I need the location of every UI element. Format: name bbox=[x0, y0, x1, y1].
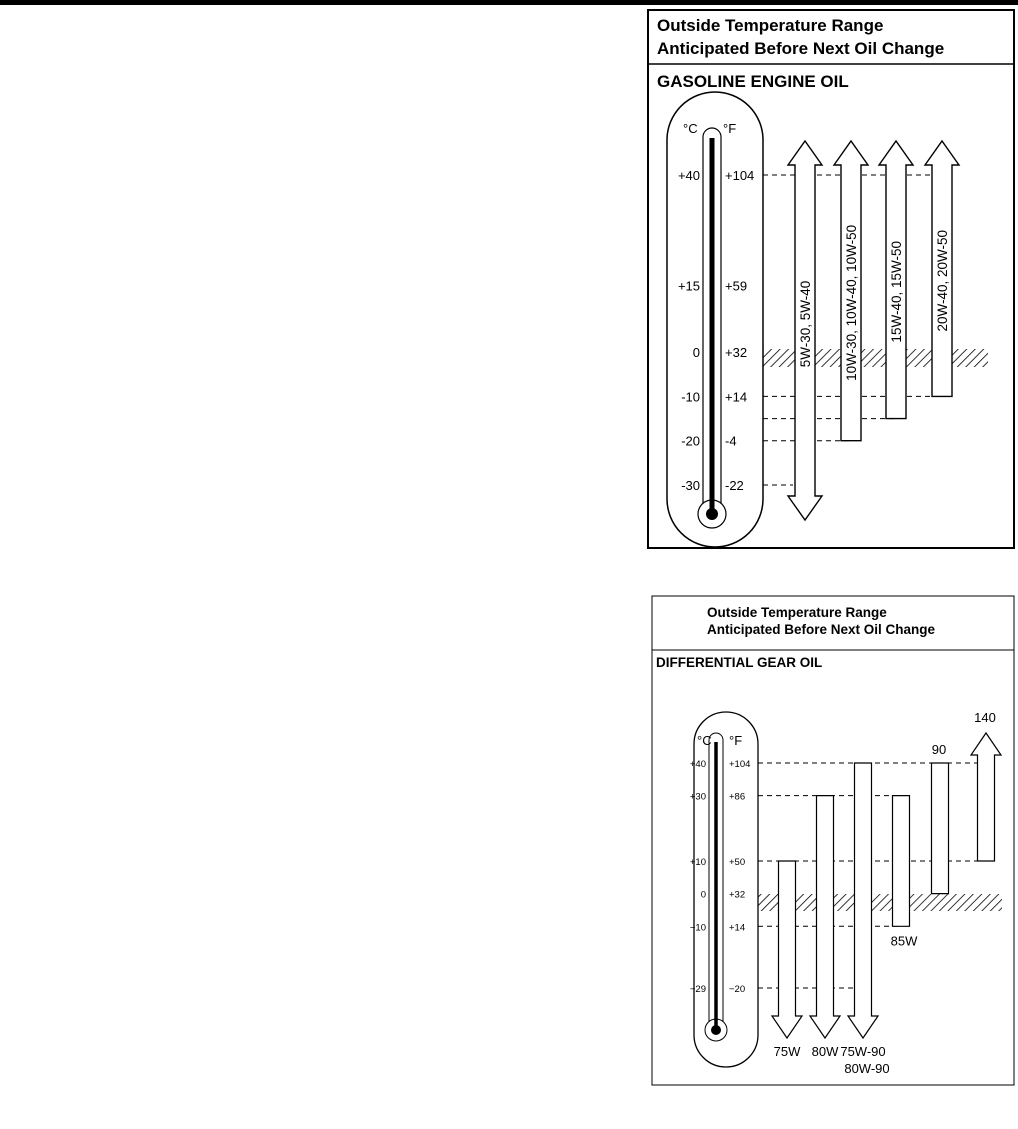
gear-tick-c: +40 bbox=[689, 759, 706, 770]
gear-tick-f: −20 bbox=[729, 984, 746, 995]
gear-tick-f: +14 bbox=[729, 922, 746, 934]
gear-tick-c: 0 bbox=[700, 889, 706, 901]
engine-tick-c: 0 bbox=[692, 345, 700, 361]
engine-grade-label: 20W-40, 20W-50 bbox=[935, 229, 950, 332]
gear-tick-c: −10 bbox=[689, 922, 706, 934]
engine-grade-label: 5W-30, 5W-40 bbox=[798, 280, 813, 368]
gear-tick-c: +10 bbox=[689, 856, 706, 868]
gear-tick-c: −29 bbox=[689, 984, 706, 995]
gear-grade-label: 90 bbox=[931, 742, 947, 757]
gear-grade-arrow bbox=[810, 796, 840, 1038]
engine-oil-panel bbox=[648, 10, 1014, 548]
engine-tick-f: -4 bbox=[725, 433, 737, 449]
engine-tick-c: -20 bbox=[681, 433, 700, 449]
engine-header-line1: Outside Temperature Range bbox=[657, 16, 884, 35]
gear-grade-label-2: 80W-90 bbox=[844, 1061, 890, 1076]
gear-grade-arrows bbox=[772, 710, 1001, 1076]
gear-tick-f: +104 bbox=[729, 759, 751, 770]
engine-tick-c: +15 bbox=[677, 278, 700, 294]
gear-tick-f: +86 bbox=[729, 791, 746, 803]
engine-title: GASOLINE ENGINE OIL bbox=[657, 72, 849, 91]
gear-title: DIFFERENTIAL GEAR OIL bbox=[656, 655, 823, 670]
engine-tick-c: +40 bbox=[677, 168, 700, 183]
engine-tick-f: +104 bbox=[725, 168, 755, 183]
gear-grade-label: 75W-90 bbox=[840, 1044, 886, 1059]
engine-tick-f: -22 bbox=[725, 478, 744, 493]
engine-unit-c: °C bbox=[683, 121, 698, 136]
gear-grade-arrow bbox=[932, 763, 949, 894]
engine-unit-f: °F bbox=[723, 121, 737, 136]
engine-tick-f: +59 bbox=[725, 278, 748, 294]
engine-header-line2: Anticipated Before Next Oil Change bbox=[657, 39, 945, 58]
engine-grade-label: 15W-40, 15W-50 bbox=[889, 241, 904, 343]
gear-grade-arrow bbox=[971, 733, 1001, 861]
gear-grade-arrow bbox=[893, 796, 910, 927]
engine-tick-c: -30 bbox=[681, 478, 700, 493]
gear-oil-panel bbox=[652, 596, 1014, 1085]
gear-tick-c: +30 bbox=[689, 791, 706, 803]
gear-grade-label: 75W bbox=[773, 1044, 801, 1059]
gear-tick-f: +50 bbox=[729, 856, 746, 868]
gear-grade-arrow bbox=[772, 861, 802, 1038]
gear-unit-f: °F bbox=[729, 733, 743, 748]
engine-mercury-bulb bbox=[706, 508, 718, 520]
gear-header-line2: Anticipated Before Next Oil Change bbox=[707, 622, 936, 637]
gear-mercury-bulb bbox=[711, 1025, 721, 1035]
engine-tick-c: -10 bbox=[681, 389, 700, 405]
engine-grade-arrows bbox=[788, 141, 959, 520]
engine-tick-f: +32 bbox=[725, 345, 748, 361]
engine-tick-f: +14 bbox=[725, 389, 748, 405]
gear-grade-label: 85W bbox=[890, 933, 918, 949]
gear-tick-f: +32 bbox=[729, 889, 746, 901]
engine-grade-label: 10W-30, 10W-40, 10W-50 bbox=[844, 224, 859, 381]
gear-grade-label: 140 bbox=[974, 710, 996, 725]
gear-header-line1: Outside Temperature Range bbox=[707, 605, 887, 620]
gear-grade-label: 80W bbox=[811, 1044, 839, 1059]
gear-unit-c: °C bbox=[697, 733, 712, 748]
